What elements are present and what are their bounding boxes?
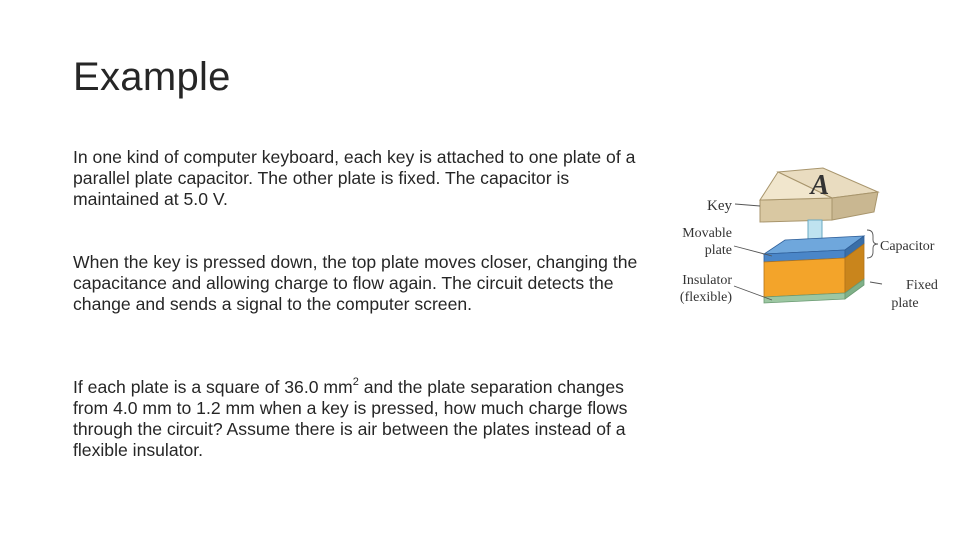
key-leader xyxy=(735,204,760,206)
insulator-front xyxy=(764,258,845,297)
label-fixed-line1: Fixed xyxy=(906,278,938,293)
key-cap xyxy=(760,168,878,222)
label-insulator-line2: (flexible) xyxy=(679,290,732,305)
paragraph-question xyxy=(73,377,648,461)
fixed-plate-leader xyxy=(870,282,882,284)
squared-superscript: 2 xyxy=(352,376,359,389)
paragraph-key-press: When the key is pressed down, the top plate moves closer, changing the capacitance and allowing charge to flow again. The circuit detects the change and sends a signal to the computer screen. xyxy=(73,252,638,314)
question-part-1: If each plate is a square of 36.0 mm xyxy=(73,377,353,397)
key-cap-front xyxy=(760,198,832,222)
slide-title: Example xyxy=(73,55,231,99)
label-fixed-line2: plate xyxy=(891,296,919,311)
label-key: Key xyxy=(707,198,732,214)
question-part-2: and the plate separation changes from 4.0 mm to 1.2 mm when a key is pressed, how much charge flows through the circuit? Assume there is air between the plates instead of a flexible insulator. xyxy=(73,377,628,460)
movable-plate-leader xyxy=(734,246,772,256)
label-movable-line2: plate xyxy=(704,243,732,258)
capacitor-brace xyxy=(867,230,878,258)
paragraph-keyboard-description: In one kind of computer keyboard, each key is attached to one plate of a parallel plate capacitor. The other plate is fixed. The capacitor is maintained at 5.0 V. xyxy=(73,147,636,209)
label-movable-line1: Movable xyxy=(682,226,732,241)
label-insulator-line1: Insulator xyxy=(682,273,732,288)
keyboard-capacitor-diagram xyxy=(660,160,950,330)
key-letter: A xyxy=(810,170,830,201)
label-capacitor: Capacitor xyxy=(880,239,935,254)
